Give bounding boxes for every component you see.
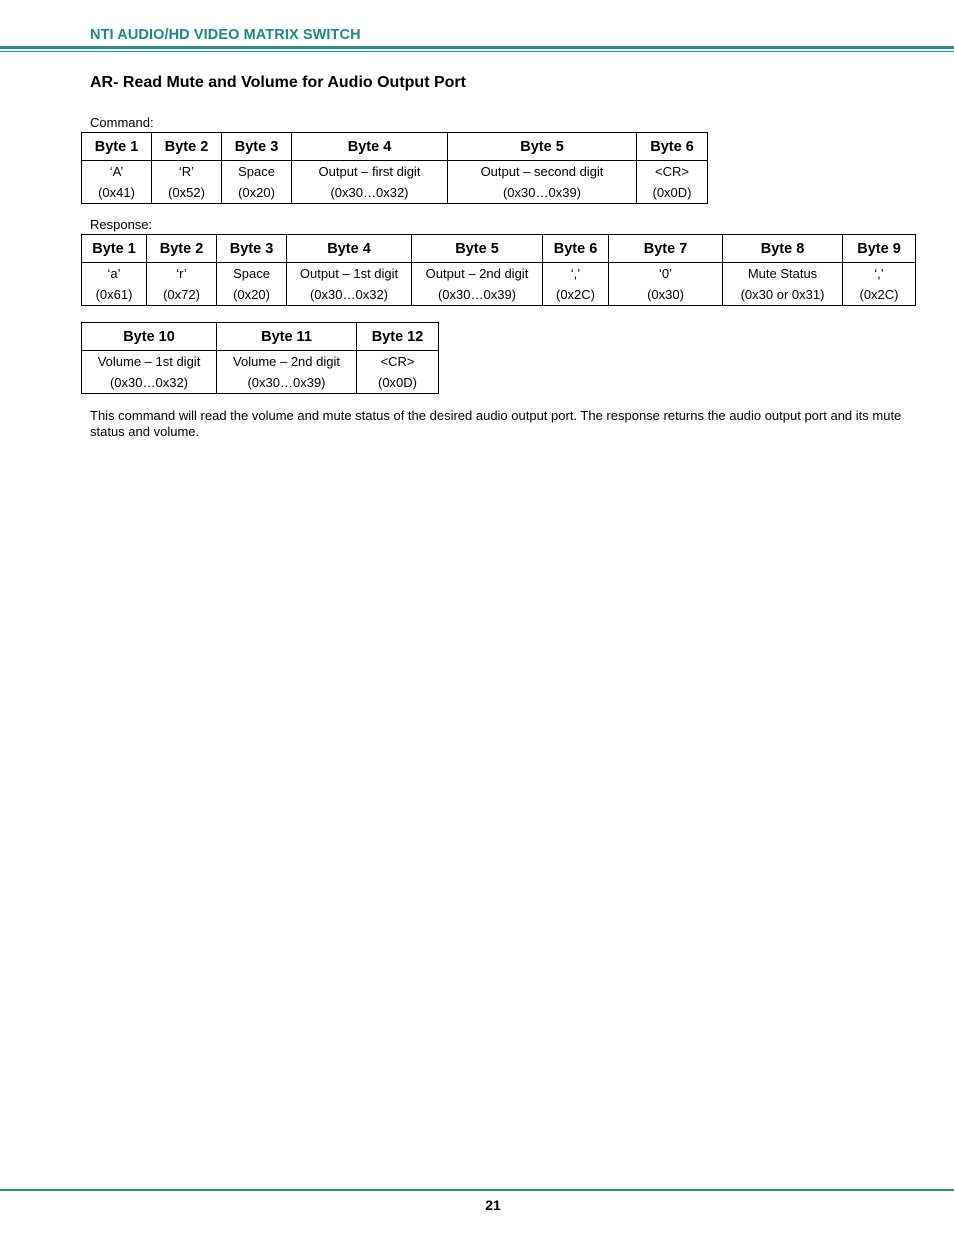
cell-value: <CR> [380, 354, 415, 369]
response-header-cell: Byte 8 [723, 235, 843, 263]
command-value-cell [292, 161, 448, 204]
response-value-cell [82, 263, 147, 306]
response-header-row [82, 323, 439, 351]
response-value-cell [217, 263, 287, 306]
cell-value: <CR> [655, 164, 689, 179]
cell-hex: (0x30…0x39) [437, 287, 517, 302]
cell-hex: (0x0D) [652, 185, 692, 200]
response-header-cell: Byte 5 [412, 235, 543, 263]
cell-hex: (0x72) [163, 287, 200, 302]
response-table-continued [81, 322, 439, 394]
response-value-cell [843, 263, 916, 306]
cell-value: Output – second digit [480, 164, 604, 179]
command-header-cell: Byte 2 [152, 133, 222, 161]
cell-value: Mute Status [747, 266, 818, 281]
response-value-row [82, 351, 439, 394]
section-title: AR- Read Mute and Volume for Audio Output Port [90, 74, 466, 91]
cell-hex: (0x61) [95, 287, 133, 302]
response-value-cell [287, 263, 412, 306]
response-value-cell [723, 263, 843, 306]
command-label: Command: [90, 115, 154, 130]
response-header-cell: Byte 10 [82, 323, 217, 351]
cell-value: Space [233, 266, 270, 281]
command-header-cell: Byte 5 [448, 133, 637, 161]
command-value-cell [82, 161, 152, 204]
response-header-cell: Byte 3 [217, 235, 287, 263]
command-value-cell [448, 161, 637, 204]
header-rule-thick [0, 46, 954, 49]
cell-value: ‘a’ [107, 266, 121, 281]
cell-value: ‘,’ [874, 266, 884, 281]
response-header-cell: Byte 11 [217, 323, 357, 351]
cell-hex: (0x20) [233, 287, 270, 302]
response-header-cell: Byte 6 [543, 235, 609, 263]
command-table [81, 132, 708, 204]
cell-hex: (0x0D) [377, 375, 417, 390]
response-header-row [82, 235, 916, 263]
cell-value: ‘r’ [176, 266, 187, 281]
cell-value: ‘R’ [178, 164, 195, 179]
response-header-cell: Byte 1 [82, 235, 147, 263]
description-paragraph: This command will read the volume and mute status of the desired audio output port. The response returns the audio output port and its mute status and volume. [90, 408, 902, 439]
response-value-row [82, 263, 916, 306]
cell-hex: (0x30…0x32) [109, 375, 189, 390]
command-header-cell: Byte 1 [82, 133, 152, 161]
command-value-row [82, 161, 708, 204]
cell-value: Volume – 1st digit [97, 354, 201, 369]
cell-hex: (0x52) [168, 185, 205, 200]
cell-value: Volume – 2nd digit [233, 354, 340, 369]
command-header-cell: Byte 4 [292, 133, 448, 161]
cell-value: Output – 2nd digit [425, 266, 529, 281]
cell-hex: (0x2C) [555, 287, 595, 302]
command-header-row [82, 133, 708, 161]
response-table [81, 234, 916, 306]
cell-hex: (0x30…0x32) [330, 185, 409, 200]
cell-hex: (0x2C) [859, 287, 899, 302]
cell-value: ‘A’ [109, 164, 124, 179]
cell-value: Space [238, 164, 275, 179]
header-rule-thin [0, 51, 954, 52]
command-header-cell: Byte 6 [637, 133, 708, 161]
response-value-cell [217, 351, 357, 394]
command-header-cell: Byte 3 [222, 133, 292, 161]
cell-hex: (0x30…0x39) [502, 185, 582, 200]
footer-rule [0, 1189, 954, 1191]
cell-value: ‘0’ [658, 266, 672, 281]
page-number: 21 [485, 1197, 501, 1213]
response-label: Response: [90, 217, 153, 232]
response-value-cell [82, 351, 217, 394]
cell-hex: (0x30…0x39) [247, 375, 326, 390]
response-value-cell [609, 263, 723, 306]
command-value-cell [222, 161, 292, 204]
response-value-cell [357, 351, 439, 394]
response-value-cell [412, 263, 543, 306]
cell-value: Output – first digit [318, 164, 421, 179]
response-value-cell [147, 263, 217, 306]
cell-hex: (0x41) [98, 185, 135, 200]
cell-hex: (0x30) [647, 287, 684, 302]
command-value-cell [152, 161, 222, 204]
response-header-cell: Byte 4 [287, 235, 412, 263]
cell-value: Output – 1st digit [299, 266, 399, 281]
response-header-cell: Byte 9 [843, 235, 916, 263]
cell-hex: (0x20) [238, 185, 275, 200]
response-header-cell: Byte 2 [147, 235, 217, 263]
cell-hex: (0x30 or 0x31) [740, 287, 825, 302]
response-header-cell: Byte 12 [357, 323, 439, 351]
command-value-cell [637, 161, 708, 204]
response-value-cell [543, 263, 609, 306]
cell-value: ‘,’ [570, 266, 581, 281]
header-title: NTI AUDIO/HD VIDEO MATRIX SWITCH [90, 27, 361, 43]
cell-hex: (0x30…0x32) [309, 287, 389, 302]
response-header-cell: Byte 7 [609, 235, 723, 263]
